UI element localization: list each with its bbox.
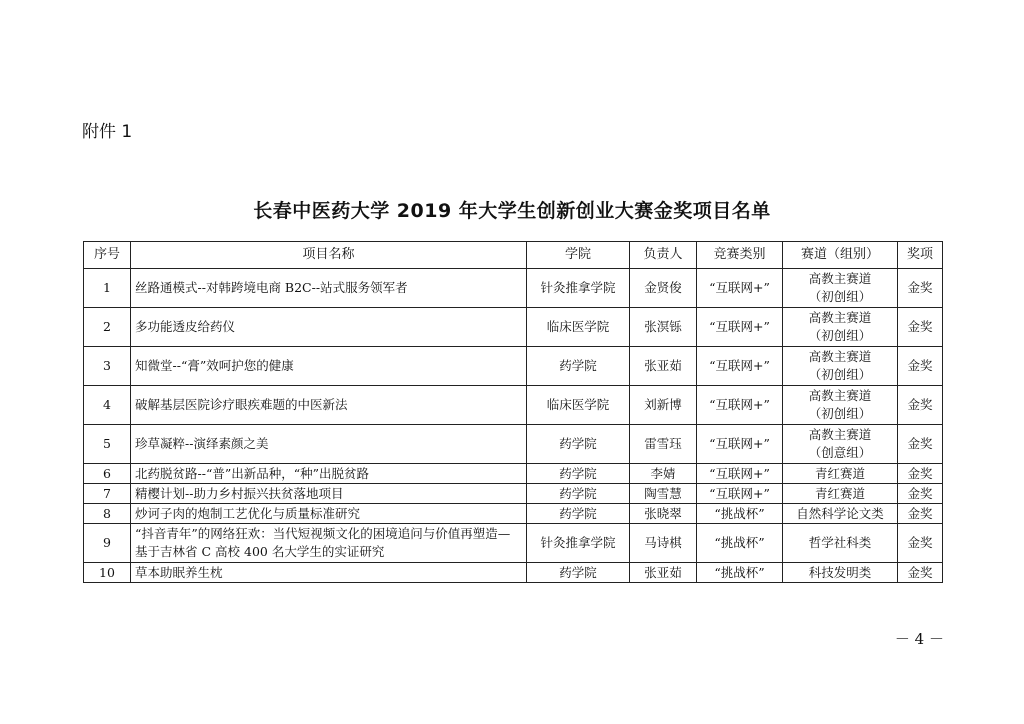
cell-leader: 马诗棋 xyxy=(630,524,697,563)
cell-project-name: “抖音青年”的网络狂欢：当代短视频文化的困境追问与价值再塑造—基于吉林省 C 高校 400 名大学生的实证研究 xyxy=(131,524,527,563)
cell-leader: 张溟铄 xyxy=(630,308,697,347)
cell-no: 9 xyxy=(84,524,131,563)
cell-award: 金奖 xyxy=(898,308,943,347)
cell-college: 药学院 xyxy=(527,484,630,504)
table-row xyxy=(84,464,943,484)
cell-college: 药学院 xyxy=(527,464,630,484)
header-project-name: 项目名称 xyxy=(131,242,527,269)
cell-leader: 张亚茹 xyxy=(630,563,697,583)
table-row xyxy=(84,563,943,583)
cell-college: 临床医学院 xyxy=(527,308,630,347)
cell-track: 高教主赛道 （初创组） xyxy=(783,269,898,308)
cell-award: 金奖 xyxy=(898,504,943,524)
cell-category: “互联网+” xyxy=(697,386,783,425)
cell-track: 青红赛道 xyxy=(783,464,898,484)
cell-college: 药学院 xyxy=(527,563,630,583)
cell-track: 高教主赛道 （初创组） xyxy=(783,308,898,347)
header-category: 竞赛类别 xyxy=(697,242,783,269)
table-row xyxy=(84,269,943,308)
cell-project-name: 多功能透皮给药仪 xyxy=(131,308,527,347)
cell-no: 8 xyxy=(84,504,131,524)
cell-project-name: 草本助眠养生枕 xyxy=(131,563,527,583)
cell-no: 10 xyxy=(84,563,131,583)
cell-award: 金奖 xyxy=(898,347,943,386)
cell-track: 自然科学论文类 xyxy=(783,504,898,524)
cell-category: “互联网+” xyxy=(697,464,783,484)
table-row xyxy=(84,484,943,504)
cell-college: 临床医学院 xyxy=(527,386,630,425)
cell-leader: 张亚茹 xyxy=(630,347,697,386)
cell-track: 高教主赛道 （初创组） xyxy=(783,386,898,425)
cell-project-name: 珍草凝粹--演绎素颜之美 xyxy=(131,425,527,464)
cell-no: 6 xyxy=(84,464,131,484)
award-table xyxy=(83,241,943,583)
table-row xyxy=(84,524,943,563)
cell-no: 2 xyxy=(84,308,131,347)
cell-category: “互联网+” xyxy=(697,308,783,347)
cell-college: 药学院 xyxy=(527,347,630,386)
cell-college: 药学院 xyxy=(527,425,630,464)
table-row xyxy=(84,347,943,386)
page-number: － 4 － xyxy=(894,630,944,648)
cell-college: 针灸推拿学院 xyxy=(527,269,630,308)
table-row xyxy=(84,386,943,425)
cell-award: 金奖 xyxy=(898,269,943,308)
cell-category: “挑战杯” xyxy=(697,504,783,524)
table-row xyxy=(84,504,943,524)
cell-no: 1 xyxy=(84,269,131,308)
cell-category: “互联网+” xyxy=(697,425,783,464)
cell-project-name: 炒诃子肉的炮制工艺优化与质量标准研究 xyxy=(131,504,527,524)
cell-track: 高教主赛道 （创意组） xyxy=(783,425,898,464)
cell-award: 金奖 xyxy=(898,484,943,504)
cell-category: “挑战杯” xyxy=(697,563,783,583)
header-college: 学院 xyxy=(527,242,630,269)
cell-college: 药学院 xyxy=(527,504,630,524)
cell-no: 5 xyxy=(84,425,131,464)
cell-category: “互联网+” xyxy=(697,484,783,504)
cell-leader: 刘新博 xyxy=(630,386,697,425)
cell-track: 青红赛道 xyxy=(783,484,898,504)
document-title: 长春中医药大学 2019 年大学生创新创业大赛金奖项目名单 xyxy=(253,200,771,222)
cell-leader: 李婧 xyxy=(630,464,697,484)
table-row xyxy=(84,308,943,347)
cell-award: 金奖 xyxy=(898,425,943,464)
table-row xyxy=(84,425,943,464)
header-no: 序号 xyxy=(84,242,131,269)
attachment-label: 附件 1 xyxy=(82,122,133,142)
cell-leader: 雷雪珏 xyxy=(630,425,697,464)
cell-category: “互联网+” xyxy=(697,269,783,308)
cell-no: 4 xyxy=(84,386,131,425)
cell-category: “互联网+” xyxy=(697,347,783,386)
cell-college: 针灸推拿学院 xyxy=(527,524,630,563)
cell-category: “挑战杯” xyxy=(697,524,783,563)
table-header-row xyxy=(84,242,943,269)
cell-project-name: 北药脱贫路--“普”出新品种，“种”出脱贫路 xyxy=(131,464,527,484)
cell-award: 金奖 xyxy=(898,524,943,563)
cell-track: 哲学社科类 xyxy=(783,524,898,563)
cell-leader: 张晓翠 xyxy=(630,504,697,524)
cell-no: 7 xyxy=(84,484,131,504)
cell-award: 金奖 xyxy=(898,464,943,484)
cell-project-name: 精樱计划--助力乡村振兴扶贫落地项目 xyxy=(131,484,527,504)
cell-track: 高教主赛道 （初创组） xyxy=(783,347,898,386)
header-leader: 负责人 xyxy=(630,242,697,269)
cell-leader: 金贤俊 xyxy=(630,269,697,308)
cell-project-name: 破解基层医院诊疗眼疾难题的中医新法 xyxy=(131,386,527,425)
cell-award: 金奖 xyxy=(898,563,943,583)
cell-award: 金奖 xyxy=(898,386,943,425)
cell-track: 科技发明类 xyxy=(783,563,898,583)
header-award: 奖项 xyxy=(898,242,943,269)
cell-project-name: 丝路通模式--对韩跨境电商 B2C--站式服务领军者 xyxy=(131,269,527,308)
cell-no: 3 xyxy=(84,347,131,386)
cell-leader: 陶雪慧 xyxy=(630,484,697,504)
cell-project-name: 知微堂--“膏”效呵护您的健康 xyxy=(131,347,527,386)
header-track: 赛道（组别） xyxy=(783,242,898,269)
